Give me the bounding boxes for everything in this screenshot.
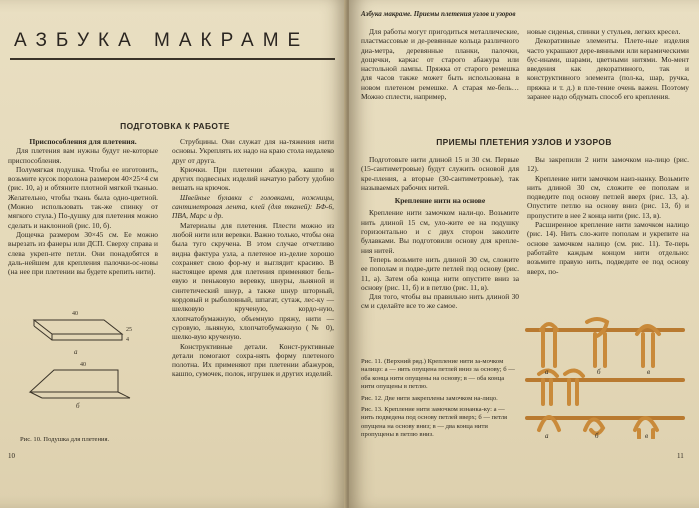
- right-top-col1: [361, 27, 519, 101]
- book-title: АЗБУКА МАКРАМЕ: [14, 30, 310, 51]
- right-top-col2: [527, 27, 689, 101]
- title-rule: [10, 58, 335, 60]
- section-heading: ПРИЕМЫ ПЛЕТЕНИЯ УЗЛОВ И УЗОРОВ: [436, 137, 612, 147]
- paragraph: Дощечка размером 30×45 см. Ее можно вырезать из фанеры или ДСП. Сверху справа и слева укреп-ите петли. Они понадобятся в даль-нейшем для крепления палочки-ос-новы (на нее при плетении вы будете крепить нити).: [8, 229, 158, 277]
- paragraph: Для работы могут пригодиться металлические, пластмассовые и де-ревянные кольца различного диа-метра, деревянные планки, палочки, дощечки, каркас от старого абажура или настольной лампы. Пряжка от старого ремешка для часов также может быть использована в новом плетеном ремешке. А старая ме-бель… Можно сплести, например,: [361, 27, 519, 102]
- paragraph: Вы закрепили 2 нити замочком на-лицо (рис. 12).: [527, 155, 689, 174]
- paragraph: Крючки. При плетении абажура, кашпо и других подвесных изделий начатую работу удобно вешать на крючок.: [172, 164, 334, 193]
- fig-label: а: [545, 432, 549, 439]
- fig-label: а: [545, 368, 549, 376]
- fig-label: в: [647, 368, 651, 376]
- figure-caption: Рис. 10. Подушка для плетения.: [20, 436, 110, 443]
- fig-label: 40: [80, 362, 86, 368]
- right-page: [349, 0, 699, 508]
- right-mid-col2: [527, 155, 689, 276]
- paragraph: Расширенное крепление нити замочком налицо (рис. 14). Нить сло-жите пополам и укрепите на основе замочком налицо (см. рис. 11). Те-перь работайте каждым концом нити отдельно: возьмите правую нить, подведите ее под основу вверх, по-: [527, 220, 689, 276]
- paragraph: Крепление нити замочком нали-цо. Возьмите нить длиной 15 см, уло-жите ее на подушку горизонтально и с двух сторон заколите булавками. Вы подготовили основу для крепле-ния нитей.: [361, 208, 519, 255]
- fig-label: а: [74, 348, 78, 356]
- paragraph: Для плетения вам нужны будут не-которые приспособления.: [8, 146, 158, 165]
- fig-label: 25: [126, 327, 132, 333]
- page-number: 10: [8, 452, 15, 460]
- paragraph: Теперь возьмите нить длиной 30 см, сложите ее пополам и подве-дите петлей под основу (рис. 11, а). Затем оба конца нити опустите вниз за основу (рис. 11, б) и в петлю (рис. 11, в).: [361, 254, 519, 292]
- fig-label: б: [76, 402, 80, 410]
- right-mid-col1: [361, 155, 519, 311]
- paragraph: Полумягкая подушка. Чтобы ее изготовить, возьмите кусок поролона размером 40×25×4 см (рис. 10, а) и обтяните плотной мягкой тканью. Желательно, чтобы ткань была одно-цветной. (Можно использовать так-же спинку от мягкого стула.) По-душку для плетения можно сделать и наклонной (рис. 10, б).: [8, 164, 158, 230]
- fig-label: б: [597, 368, 601, 376]
- section-heading: ПОДГОТОВКА К РАБОТЕ: [120, 121, 230, 131]
- running-head: Азбука макраме. Приемы плетения узлов и узоров: [361, 10, 516, 18]
- caption: Рис. 11. (Верхний ряд.) Крепление нити за-мочком налицо: а — нить опущена петлей вниз за основу; б — оба конца нити опущены на основу; в — оба конца нити опущены в петлю.: [361, 358, 515, 391]
- fig-label: 4: [126, 337, 129, 343]
- page-number: 11: [677, 452, 684, 460]
- paragraph: Конструктивные детали. Конст-руктивные детали помогают сохра-нять форму плетеного полотна. Их применяют при плетении абажуров, кашпо, сумочек, полок, игрушек и других изделий.: [172, 341, 334, 379]
- paragraph: новые сиденья, спинки у стульев, легких кресел.: [527, 27, 681, 36]
- paragraph: Крепление нити замочком наиз-нанку. Возьмите нить длиной 30 см, сложите ее пополам и подведите под основу петлей вверх (рис. 13, а). Опустите петлю на основу вниз (рис. 13, б) и пропустите в нее 2 конца нити (рис. 13, в).: [527, 173, 689, 220]
- subsection-heading: Крепление нити на основе: [394, 196, 486, 206]
- paragraph: Для того, чтобы вы правильно нить длиной 30 см и сделайте все то же самое.: [361, 292, 519, 311]
- paragraph: Декоративные элементы. Плете-ные изделия часто украшают дере-вянными или керамическими бус-инами, шарами, цветными нитями. Мо-мент введения как декоративного, так и конструктивного элемента (пол-ка, шар, ручка, пряжка и т. д.) в пле-тение очень важен. Поэтому заранее надо обдумать способ его крепления.: [527, 36, 689, 102]
- paragraph: Швейные булавки с головками, ножницы, сантиметровая лента, клей (для тканей): БФ-6, ПВА, Марс и др.: [172, 192, 334, 221]
- fig-label: 40: [72, 311, 78, 317]
- caption: Рис. 12. Две нити закреплены замочком на-лицо.: [361, 394, 498, 402]
- paragraph: Материалы для плетения. Плести можно из любой нити или веревки. Важно только, чтобы она была туго скручена. В этом случае отчетливо видна фактура узла, а плетеное из-делие хорошо сохраняет свою фор-му и выглядит красиво. В настоящее время для плетения применяют бель-евую и пеньковую веревку, шнуры, льняной и синтетический шнур, а также шнур шторный, кордовый и рыболовный, шпагат, сутаж, лес-ку — шелковую крученую, кордо-ную, хлопчатобумажную, объемную пряжу, нити — суровую, льняную, хлопчатобумажную (№ 0), шелко-вую крученую.: [172, 220, 334, 342]
- knot-figures: [525, 314, 685, 439]
- cushion-figure: [14, 300, 144, 410]
- figure-captions: [361, 358, 519, 440]
- paragraph-heading: Приспособления для плетения.: [29, 137, 137, 146]
- left-page: [0, 0, 347, 508]
- left-col2: [172, 137, 334, 379]
- paragraph: Струбцины. Они служат для на-тяжения нити основы. Укреплять их надо на краю стола недалеко друг от друга.: [172, 137, 334, 165]
- fig-label: в: [645, 432, 649, 439]
- left-col1: [8, 137, 158, 276]
- fig-label: б: [595, 432, 599, 439]
- caption: Рис. 13. Крепление нити замочком изнанка-ку: а — нить подведена под основу петлей вверх; б — петля опущена на основу вниз; в — два конца нити пропущены в петлю вниз.: [361, 406, 508, 439]
- paragraph: Подготовьте нити длиной 15 и 30 см. Первые (15-сантиметровые) будут служить основой для кре-пления, а вторые (30-сантиметровые), так называемых рабочих нитей.: [361, 155, 519, 192]
